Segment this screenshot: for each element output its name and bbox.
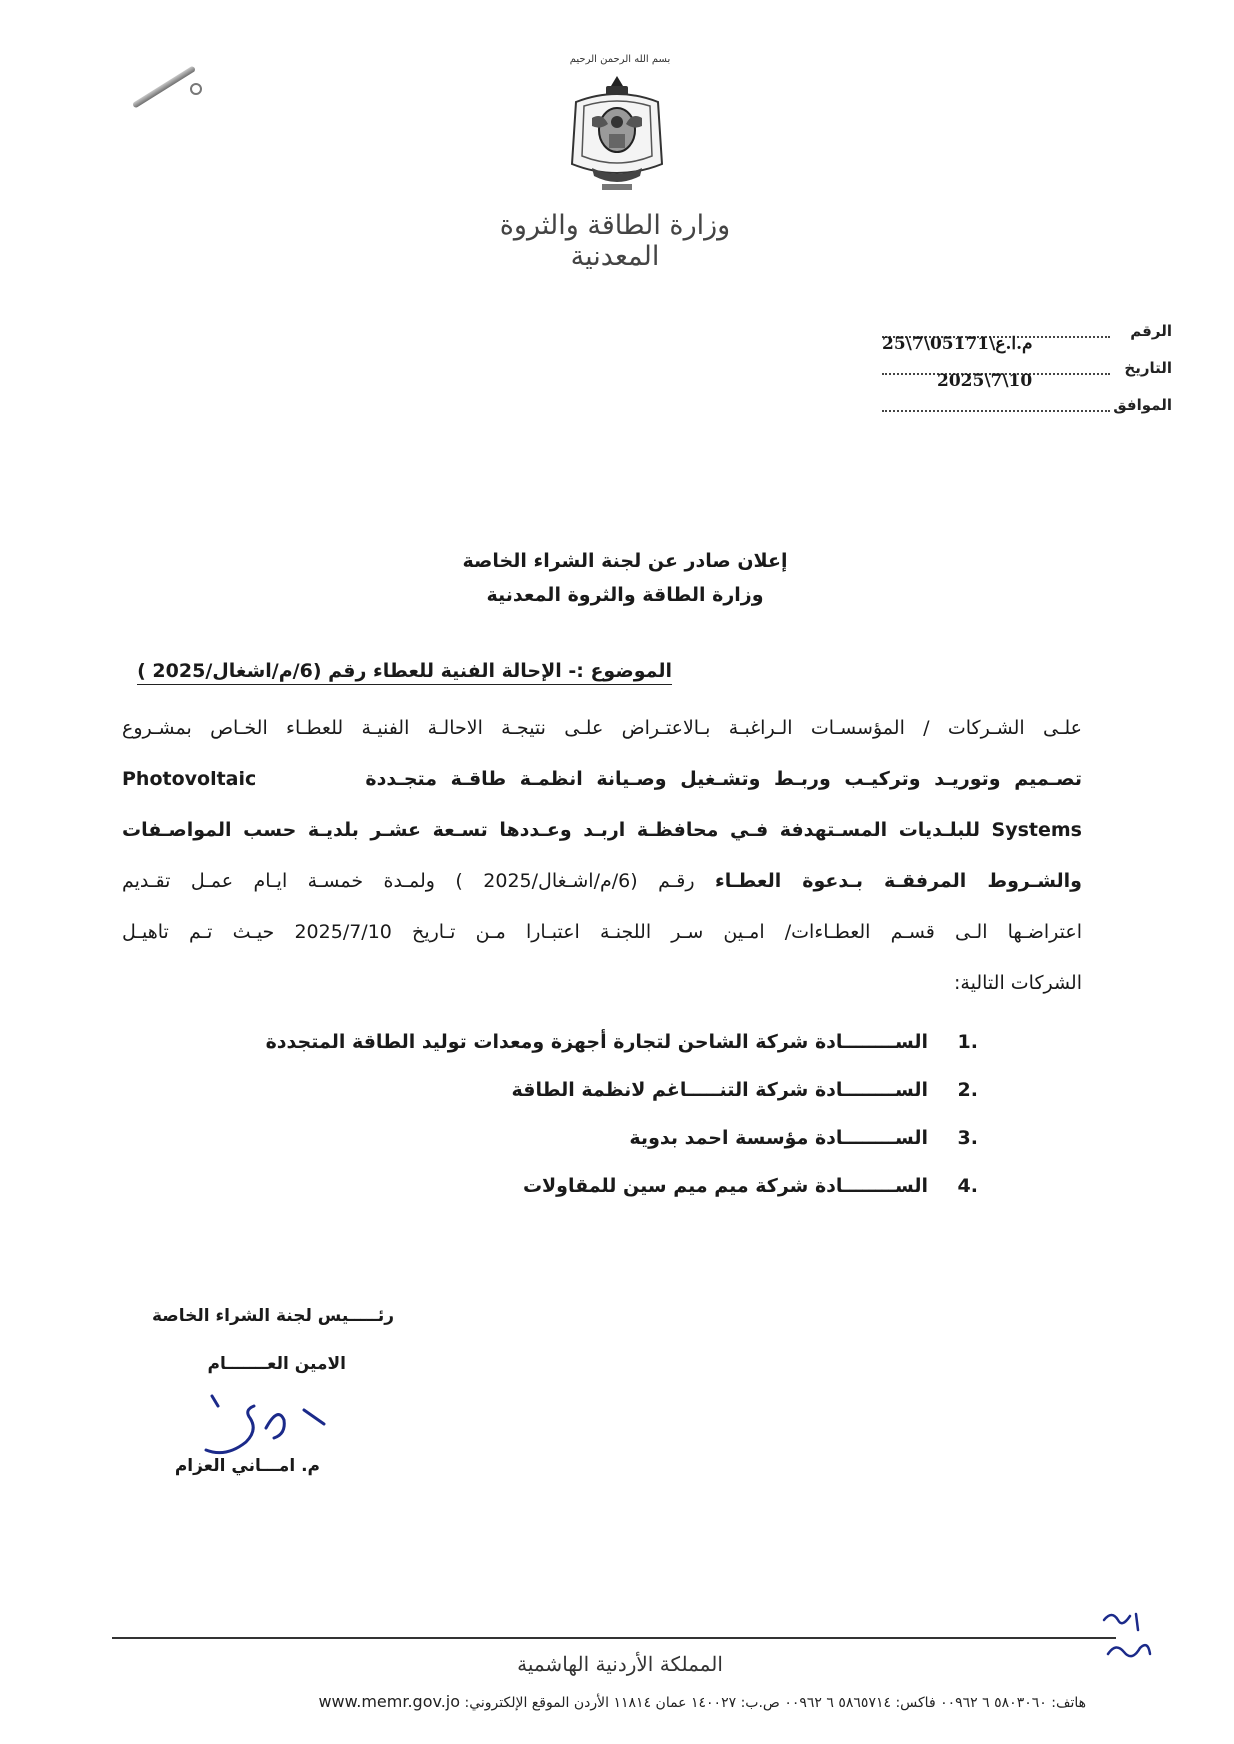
secretary-general-title: الامين العـــــــام (207, 1354, 346, 1374)
body-line: علـى الشـركات / المؤسسـات الـراغبـة بـالاعتـراض علـى نتيجـة الاحالـة الفنيـة للعطـاء الخـاص بمشـروع (122, 717, 1082, 739)
date-value: 2025\7\10 (937, 371, 1033, 391)
footer-website: www.memr.gov.jo (318, 1692, 461, 1711)
date-row (882, 355, 1172, 391)
qualified-companies-list (178, 1031, 978, 1223)
handwritten-signature (166, 1388, 346, 1458)
coat-of-arms-emblem (562, 72, 672, 197)
signatory-name: م. امـــاني العزام (174, 1456, 320, 1476)
handwritten-note (1094, 1606, 1164, 1676)
ministry-name-heading: وزارة الطاقة والثروة المعدنية (499, 210, 731, 272)
footer-divider (112, 1637, 1116, 1639)
announcement-title: إعلان صادر عن لجنة الشراء الخاصة (462, 550, 788, 572)
staple-end (190, 83, 202, 95)
footer-contact-text: هاتف: ٥٨٠٣٠٦٠ ٦ ٠٠٩٦٢ فاكس: ٥٨٦٥٧١٤ ٦ ٠٠٩٦٢ ص.ب: ١٤٠٠٢٧ عمان ١١٨١٤ الأردن الموقع الإلكتروني: (464, 1695, 1086, 1711)
body-line: والشـروط المرفقـة بـدعوة العطـاء رقـم (6/م/اشـغال/2025 ) ولمـدة خمسـة ايـام عمـل تقـديم (122, 870, 1082, 892)
hijri-date-label: الموافق (1113, 396, 1172, 414)
announcement-ministry: وزارة الطاقة والثروة المعدنية (486, 584, 764, 606)
body-line: Systems للبلـديات المسـتهدفة فـي محافظـة اربـد وعـددها تسـعة عشـر بلديـة حسب المواصـفات (122, 819, 1082, 841)
list-item: 4.الســــــــادة شركة ميم ميم سين للمقاولات (522, 1175, 978, 1197)
date-label: التاريخ (1124, 359, 1172, 377)
body-paragraph (122, 703, 1082, 1009)
footer-contact-info (136, 1692, 1086, 1711)
english-term: Systems (991, 819, 1082, 841)
body-line: اعتراضـها الـى قسـم العطـاءات/ امـين سـر اللجنـة اعتبـارا مـن تـاريخ 2025/7/10 حيـث تـم تاهيـل (122, 921, 1082, 943)
subject-line: الموضوع :- الإحالة الفنية للعطاء رقم (6/م/اشغال/2025 ) (137, 660, 672, 685)
english-term: Photovoltaic (122, 768, 257, 790)
list-item: 1.الســــــــادة شركة الشاحن لتجارة أجهزة ومعدات توليد الطاقة المتجددة (265, 1031, 978, 1053)
body-line: تصـميم وتوريـد وتركيـب وربـط وتشـغيل وصـيانة انظمـة طاقـة متجـددة Photovoltaic (122, 768, 1082, 790)
list-item: 2.الســــــــادة شركة التنـــــاغم لانظمة الطاقة (511, 1079, 978, 1101)
footer-kingdom-name: المملكة الأردنية الهاشمية (517, 1652, 723, 1676)
hijri-date-row (882, 392, 1172, 422)
reference-number-row (882, 318, 1172, 354)
body-line: الشركات التالية: (954, 972, 1082, 994)
reference-number-label: الرقم (1130, 322, 1172, 340)
list-item: 3.الســــــــادة مؤسسة احمد بدوية (629, 1127, 978, 1149)
committee-head-title: رئـــــيس لجنة الشراء الخاصة (151, 1306, 394, 1326)
dotted-line (882, 410, 1110, 412)
reference-number-value: م.ا.ع\05171\7\25 (882, 334, 1033, 354)
basmala: بسم الله الرحمن الرحيم (569, 54, 671, 65)
staple-mark (132, 65, 196, 108)
